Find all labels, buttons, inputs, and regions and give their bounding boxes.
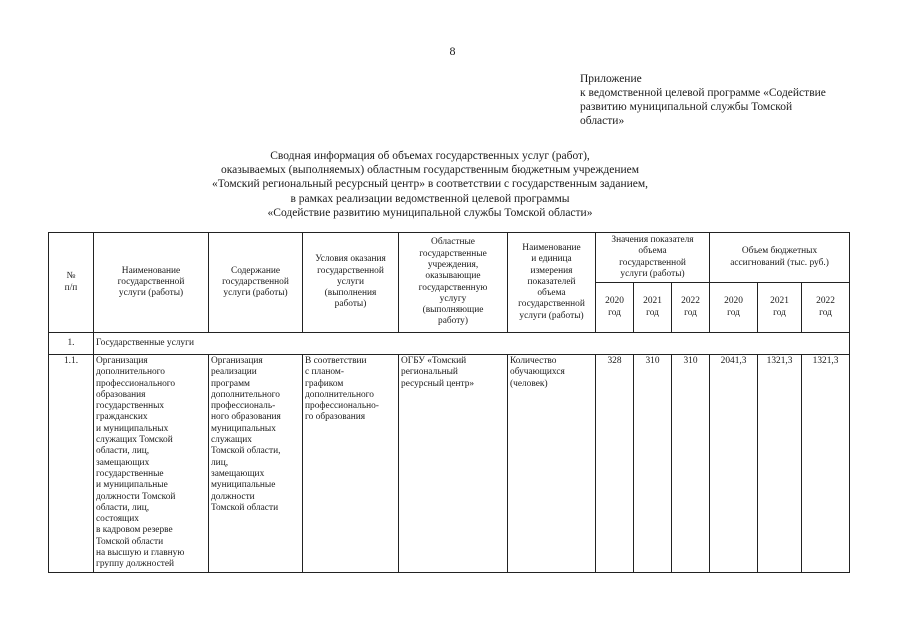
text-line: государственных [96, 401, 165, 412]
appendix-note [580, 72, 870, 128]
text-line: региональный [401, 367, 458, 378]
text-line: услуги (работы) [223, 288, 288, 299]
institution-cell [399, 355, 508, 573]
text-line: Организация [96, 356, 148, 366]
text-line: Областные [431, 237, 475, 248]
page-number: 8 [449, 44, 456, 58]
text-line: служащих Томской [96, 435, 173, 446]
text-line: программ [211, 378, 250, 389]
text-line: образования [96, 389, 146, 400]
text-line: год [684, 307, 697, 318]
text-line: год [727, 307, 740, 318]
text-line: дополнительного [305, 389, 374, 400]
table-row [49, 355, 850, 573]
text-line: ного образования [211, 412, 281, 423]
header-content [209, 233, 303, 333]
text-line: измерения [530, 265, 573, 276]
text-line: 2020 [724, 296, 743, 307]
budget-2021: 1321,3 [758, 355, 802, 573]
text-line: государственной [619, 257, 686, 268]
text-line: услуги (работы) [118, 288, 184, 299]
text-line: Объем бюджетных [741, 246, 818, 257]
title-line: «Томский региональный ресурсный центр» в соответствии с государственным заданием, [211, 178, 649, 191]
content-cell [209, 355, 303, 573]
text-line: профессионального [96, 378, 176, 389]
text-line: показателей [527, 276, 576, 287]
value-2021: 310 [634, 355, 672, 573]
header-year [672, 283, 710, 333]
text-line: и муниципальные [96, 480, 168, 491]
text-line: услуги (работы) [519, 310, 584, 321]
budget-2022: 1321,3 [802, 355, 850, 573]
header-indicator-values [596, 233, 710, 283]
text-line: государственные [419, 248, 487, 259]
text-line: профессиональ- [211, 401, 276, 412]
text-line: гражданских [96, 412, 148, 423]
header-service-name [94, 233, 209, 333]
text-line: Организация [211, 356, 263, 366]
title-line: «Содействие развитию муниципальной службы Томской области» [267, 206, 593, 219]
text-line: объема [537, 288, 566, 299]
text-line: ОГБУ «Томский [401, 356, 467, 366]
text-line: Наименование [121, 265, 181, 276]
text-line: 2020 [605, 296, 624, 307]
appendix-line: развитию муниципальной службы Томской [580, 101, 793, 113]
title-line: Сводная информация об объемах государственных услуг (работ), [270, 150, 590, 162]
row-number: 1.1. [49, 355, 94, 573]
text-line: Количество [510, 356, 557, 366]
text-line: № [66, 271, 76, 282]
appendix-line: Приложение [580, 73, 642, 85]
document-title [120, 149, 740, 220]
text-line: государственные [96, 468, 164, 479]
text-line: (выполнения [324, 288, 377, 299]
text-line: услугу [439, 293, 467, 304]
text-line: дополнительного [96, 367, 165, 378]
text-line: замещающих [211, 468, 265, 479]
text-line: обучающихся [510, 367, 565, 378]
text-line: состоящих [96, 514, 139, 525]
text-line: служащих [211, 435, 252, 446]
text-line: профессионально- [305, 401, 379, 412]
text-line: муниципальные [211, 480, 276, 491]
text-line: должности Томской [96, 491, 176, 502]
text-line: объема [638, 246, 667, 257]
header-year [802, 283, 850, 333]
text-line: государственной [117, 276, 185, 287]
text-line: 2022 [816, 296, 835, 307]
service-name-cell [94, 355, 209, 573]
text-line: В соответствии [305, 356, 367, 366]
text-line: замещающих [96, 457, 150, 468]
header-year [634, 283, 672, 333]
conditions-cell [303, 355, 399, 573]
text-line: ассигнований (тыс. руб.) [730, 257, 829, 268]
text-line: работы) [334, 299, 367, 310]
text-line: (человек) [510, 378, 548, 389]
text-line: услуги (работы) [620, 268, 685, 279]
text-line: Наименование [522, 242, 581, 253]
section-row [49, 333, 850, 355]
text-line: Условия оказания [315, 254, 386, 265]
budget-2020: 2041,3 [710, 355, 758, 573]
text-line: Томской области, [211, 446, 281, 457]
header-year [758, 283, 802, 333]
header-budget [710, 233, 850, 283]
text-line: области, лиц, [96, 502, 150, 513]
text-line: работу) [438, 316, 468, 327]
text-line: год [773, 307, 786, 318]
text-line: 2021 [770, 296, 789, 307]
text-line: Томской области [211, 502, 279, 513]
value-2022: 310 [672, 355, 710, 573]
text-line: в кадровом резерве [96, 525, 173, 536]
text-line: реализации [211, 367, 257, 378]
section-number: 1. [49, 333, 94, 355]
appendix-line: области» [580, 115, 625, 127]
header-indicator [508, 233, 596, 333]
text-line: (выполняющие [422, 305, 484, 316]
text-line: лиц, [211, 457, 229, 468]
header-year [596, 283, 634, 333]
text-line: дополнительного [211, 389, 280, 400]
text-line: 2021 [643, 296, 662, 307]
text-line: учреждения, [427, 259, 479, 270]
text-line: п/п [64, 282, 78, 293]
text-line: государственной [317, 265, 384, 276]
text-line: группу должностей [96, 559, 175, 570]
section-label: Государственные услуги [94, 333, 850, 355]
text-line: ресурсный центр» [401, 378, 475, 389]
text-line: оказывающие [425, 271, 481, 282]
text-line: графиком [305, 378, 344, 389]
text-line: государственную [418, 282, 488, 293]
text-line: Значения показателя [611, 234, 694, 245]
text-line: год [646, 307, 659, 318]
title-line: оказываемых (выполняемых) областным государственным бюджетным учреждением [220, 164, 640, 177]
text-line: год [608, 307, 621, 318]
text-line: и единица [531, 254, 572, 265]
header-year [710, 283, 758, 333]
text-line: государственной [518, 299, 585, 310]
header-institutions [399, 233, 508, 333]
text-line: и муниципальных [96, 423, 169, 434]
text-line: Томской области [96, 536, 164, 547]
text-line: го образования [305, 412, 366, 423]
text-line: муниципальных [211, 423, 276, 434]
text-line: должности [211, 491, 255, 502]
appendix-line: к ведомственной целевой программе «Содействие [580, 87, 826, 99]
text-line: государственной [222, 276, 289, 287]
title-line: в рамках реализации ведомственной целевой программы [290, 192, 570, 205]
text-line: 2022 [681, 296, 700, 307]
text-line: услуги [336, 276, 365, 287]
text-line: Содержание [230, 265, 281, 276]
header-number [49, 233, 94, 333]
text-line: области, лиц, [96, 446, 150, 457]
value-2020: 328 [596, 355, 634, 573]
indicator-cell [508, 355, 596, 573]
services-table [48, 232, 850, 573]
text-line: с планом- [305, 367, 344, 378]
text-line: на высшую и главную [96, 548, 185, 559]
text-line: год [819, 307, 832, 318]
header-conditions [303, 233, 399, 333]
